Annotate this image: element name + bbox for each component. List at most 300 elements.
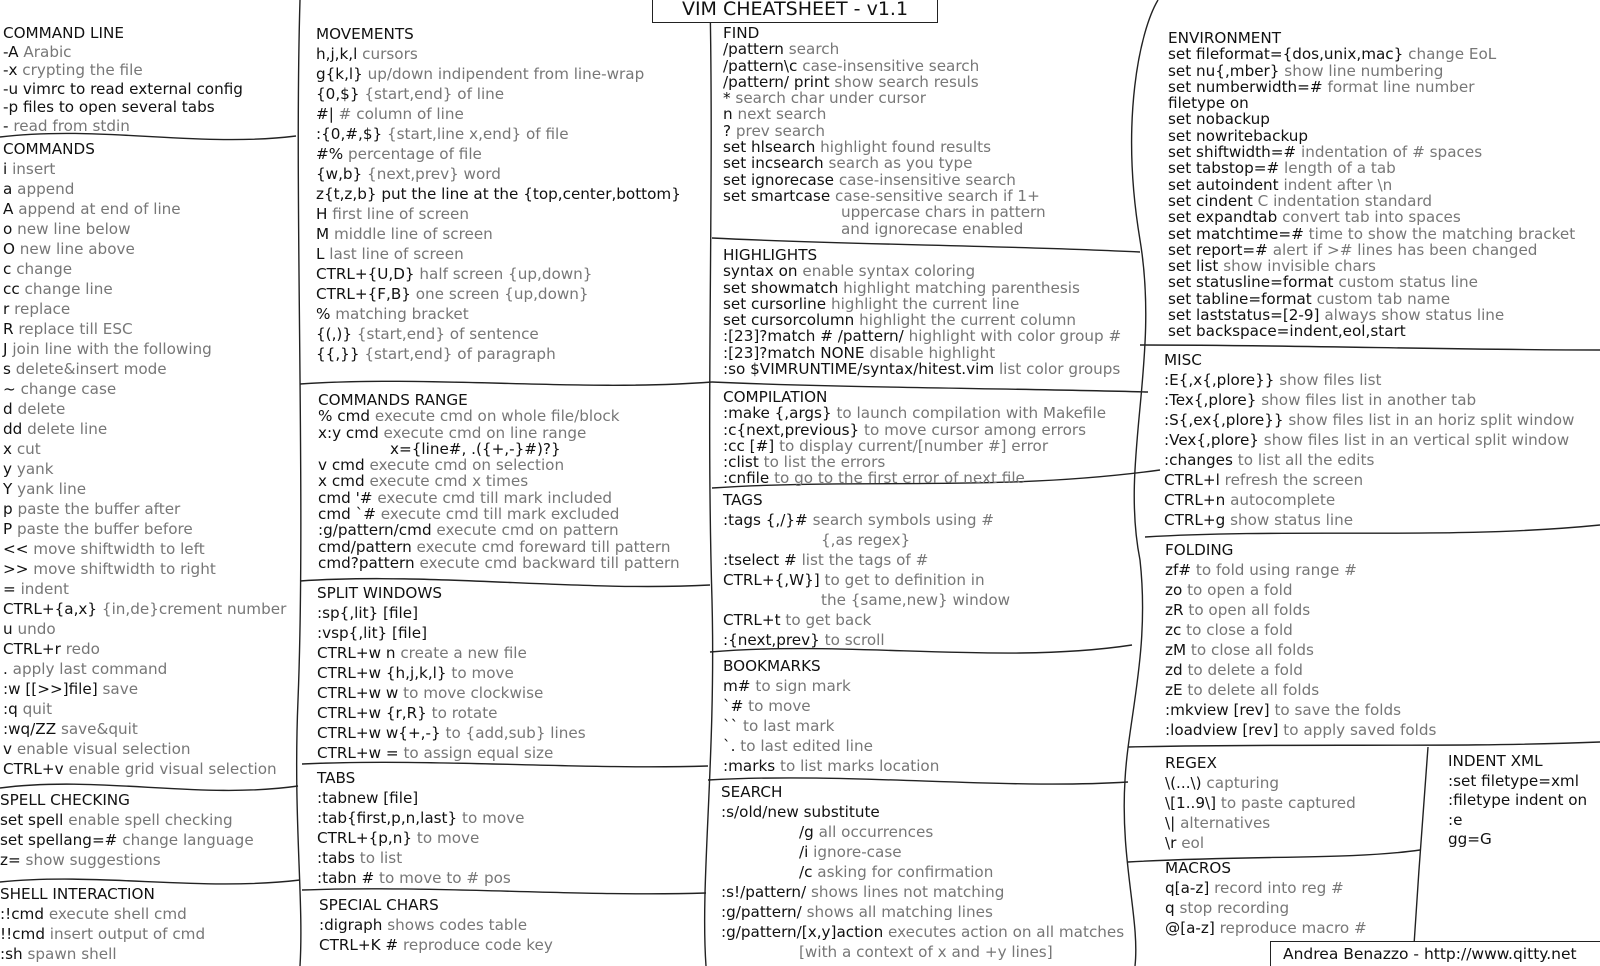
entry-description: prev search — [735, 121, 826, 140]
section-highlights — [723, 247, 1121, 377]
entry-description: {start,line x,end} of file — [386, 125, 569, 143]
entry-description: to close all folds — [1190, 641, 1314, 659]
entry-command: i — [3, 160, 8, 178]
cheat-entry — [318, 490, 680, 506]
entry-command: #| — [316, 105, 334, 123]
section-special-chars — [319, 895, 553, 955]
cheat-entry — [1168, 258, 1575, 274]
cheat-entry — [318, 473, 680, 489]
cheat-entry — [723, 41, 1046, 57]
cheat-entry — [3, 439, 286, 459]
entry-command: /c — [799, 863, 813, 881]
cheat-entry — [1164, 510, 1574, 530]
section-heading: INDENT XML — [1448, 752, 1543, 770]
cheat-entry — [1165, 833, 1356, 853]
cheat-entry — [723, 736, 939, 756]
entry-description: to get to definition in — [824, 571, 985, 589]
entry-description: highlight matching parenthesis — [843, 278, 1080, 297]
entry-description: one screen {up,down} — [415, 285, 589, 303]
entry-command: L — [316, 245, 325, 263]
entry-description: highlight with color group # — [908, 327, 1122, 346]
entry-description: apply last command — [12, 660, 168, 678]
entry-description: show status line — [1230, 511, 1354, 529]
entry-description: delete line — [27, 420, 108, 438]
cheat-entry — [316, 144, 681, 164]
cheat-entry — [723, 530, 1010, 550]
entry-command: set matchtime=# — [1168, 224, 1304, 243]
cheat-entry — [723, 106, 1046, 122]
cheat-entry — [1165, 600, 1436, 620]
entry-description: record into reg # — [1214, 879, 1344, 897]
cheat-entry — [723, 470, 1106, 486]
cheat-entry — [721, 922, 1124, 942]
entry-command: P — [3, 520, 13, 538]
entry-command: :S{,ex{,plore}} — [1164, 411, 1284, 429]
cheat-entry — [3, 219, 286, 239]
cheat-entry — [0, 924, 205, 944]
entry-description: to scroll — [824, 631, 885, 649]
section-heading: SEARCH — [721, 783, 783, 801]
entry-description: custom tab name — [1316, 289, 1451, 308]
cheat-entry — [316, 204, 681, 224]
entry-command: dd — [3, 420, 23, 438]
entry-command: :Vex{,plore} — [1164, 431, 1259, 449]
entry-description: list color groups — [998, 360, 1121, 379]
cheat-entry — [723, 139, 1046, 155]
section-commands — [3, 139, 286, 779]
cheat-entry — [3, 80, 243, 99]
entry-description: save&quit — [60, 720, 138, 738]
entry-description: half screen {up,down} — [419, 265, 593, 283]
cheat-entry — [3, 619, 286, 639]
cheat-entry — [3, 699, 286, 719]
entry-command: O — [3, 240, 15, 258]
section-heading: TAGS — [723, 491, 763, 509]
cheat-entry — [3, 379, 286, 399]
entry-command: CTRL+{,W}] — [723, 571, 820, 589]
cheat-entry — [3, 279, 286, 299]
entry-description: highlight the current line — [830, 294, 1020, 313]
cheat-entry — [317, 723, 586, 743]
section-heading: COMMAND LINE — [3, 24, 124, 42]
section-heading: ENVIRONMENT — [1168, 29, 1282, 47]
entry-description: insert output of cmd — [49, 925, 206, 943]
entry-description: show files list in another tab — [1261, 391, 1477, 409]
entry-command: filetype on — [1168, 94, 1249, 113]
entry-command: /g — [799, 823, 814, 841]
entry-description: to list marks location — [780, 757, 940, 775]
entry-description: alternatives — [1180, 814, 1271, 832]
entry-description: join line with the following — [12, 340, 212, 358]
cheat-entry — [316, 224, 681, 244]
entry-description: last line of screen — [329, 245, 464, 263]
entry-command: set expandtab — [1168, 208, 1278, 227]
entry-description: search char under cursor — [735, 89, 927, 108]
cheat-entry — [316, 64, 681, 84]
entry-command: set showmatch — [723, 278, 839, 297]
entry-command: -u vimrc to read external config — [3, 79, 243, 98]
entry-description: show files list in an vertical split window — [1263, 431, 1570, 449]
entry-description: to sign mark — [755, 677, 851, 695]
entry-command: /i — [799, 843, 809, 861]
entry-description: next search — [737, 105, 827, 124]
entry-description: capturing — [1206, 774, 1280, 792]
entry-command: \| — [1165, 814, 1176, 832]
entry-command: x:y cmd — [318, 423, 379, 442]
entry-description: convert tab into spaces — [1282, 208, 1461, 227]
entry-description: new line below — [17, 220, 131, 238]
cheat-entry — [1168, 242, 1575, 258]
entry-command: :tabs — [317, 849, 355, 867]
entry-description: to move — [748, 697, 811, 715]
entry-command: m# — [723, 677, 751, 695]
entry-command: cmd `# — [318, 505, 376, 524]
cheat-entry — [3, 199, 286, 219]
entry-command: {w,b} — [316, 165, 363, 183]
entry-command: d — [3, 400, 13, 418]
entry-description: refresh the screen — [1224, 471, 1364, 489]
entry-command: :s!/pattern/ — [721, 883, 807, 901]
entry-description: Arabic — [23, 42, 72, 61]
cheat-entry — [1165, 680, 1436, 700]
cheat-entry — [317, 703, 586, 723]
entry-command: !!cmd — [0, 925, 45, 943]
entry-command: a — [3, 180, 13, 198]
entry-command: CTRL+r — [3, 640, 61, 658]
cheat-entry — [1168, 193, 1575, 209]
entry-command: CTRL+K # — [319, 936, 399, 954]
section-shell-interaction — [0, 884, 205, 964]
cheat-entry — [316, 124, 681, 144]
entry-command: `` — [723, 717, 739, 735]
cheat-entry — [723, 361, 1121, 377]
entry-command: q — [1165, 899, 1175, 917]
entry-description: execute cmd foreward till pattern — [416, 537, 671, 556]
entry-command: :marks — [723, 757, 776, 775]
entry-description: to display current/[number #] error — [779, 436, 1049, 455]
entry-description: execute cmd till mark included — [377, 488, 613, 507]
entry-command: :[23]?match # /pattern/ — [723, 327, 904, 346]
cheat-entry — [1164, 450, 1574, 470]
entry-command: CTRL+v — [3, 760, 64, 778]
entry-command: CTRL+w w — [317, 684, 399, 702]
cheat-entry — [317, 743, 586, 763]
entry-command: v cmd — [318, 456, 365, 475]
cheat-entry — [318, 441, 680, 457]
entry-command: CTRL+{U,D} — [316, 265, 415, 283]
section-heading: SPLIT WINDOWS — [317, 584, 443, 602]
cheat-entry — [317, 868, 525, 888]
entry-command: CTRL+w = — [317, 744, 399, 762]
section-macros — [1165, 858, 1367, 938]
cheat-entry — [1165, 878, 1367, 898]
cheat-entry — [3, 179, 286, 199]
cheat-entry — [317, 643, 586, 663]
section-environment — [1168, 30, 1575, 340]
entry-description: matching bracket — [335, 305, 469, 323]
cheat-entry — [723, 756, 939, 776]
entry-description: delete — [17, 400, 66, 418]
cheat-entry — [723, 90, 1046, 106]
entry-command: M — [316, 225, 330, 243]
cheat-entry — [3, 559, 286, 579]
entry-description: the {same,new} window — [821, 591, 1011, 609]
cheat-entry — [1165, 700, 1436, 720]
entry-description: crypting the file — [22, 61, 143, 80]
entry-description: time to show the matching bracket — [1308, 224, 1576, 243]
cheat-entry — [1448, 791, 1587, 811]
section-heading: SPECIAL CHARS — [319, 896, 439, 914]
cheat-entry — [317, 623, 586, 643]
cheat-entry — [1164, 410, 1574, 430]
cheat-entry — [723, 345, 1121, 361]
entry-description: to go to the first error of next file — [774, 469, 1025, 488]
entry-command: g{k,l} — [316, 65, 363, 83]
cheat-entry — [1168, 323, 1575, 339]
entry-description: to paste captured — [1220, 794, 1356, 812]
entry-description: new line above — [19, 240, 135, 258]
entry-description: # column of line — [338, 105, 464, 123]
entry-description: to delete all folds — [1187, 681, 1320, 699]
entry-command: ~ — [3, 380, 16, 398]
entry-description: enable syntax coloring — [802, 262, 976, 281]
entry-command: CTRL+w {r,R} — [317, 704, 427, 722]
entry-description: to move — [462, 809, 525, 827]
entry-command: set numberwidth=# — [1168, 77, 1323, 96]
entry-command: . — [3, 660, 8, 678]
entry-description: to list — [359, 849, 403, 867]
entry-command: :!cmd — [0, 905, 44, 923]
entry-command: y — [3, 460, 12, 478]
entry-description: change language — [122, 831, 254, 849]
entry-description: first line of screen — [332, 205, 469, 223]
cheat-entry — [1168, 63, 1575, 79]
entry-command: :g/pattern/cmd — [318, 521, 432, 540]
entry-description: all occurrences — [818, 823, 934, 841]
cheat-entry — [723, 221, 1046, 237]
cheat-entry — [1168, 111, 1575, 127]
entry-command: set spell — [0, 811, 64, 829]
entry-description: case-insensitive search — [838, 170, 1016, 189]
cheat-entry — [317, 808, 525, 828]
cheat-entry — [723, 590, 1010, 610]
entry-description: execute cmd backward till pattern — [419, 553, 680, 572]
entry-command: set nu{,mber} — [1168, 61, 1280, 80]
entry-command: c — [3, 260, 12, 278]
cheat-entry — [721, 902, 1124, 922]
entry-description: append — [17, 180, 75, 198]
cheat-entry — [723, 188, 1046, 204]
cheat-entry — [3, 479, 286, 499]
cheat-entry — [0, 944, 205, 964]
entry-command: zf# — [1165, 561, 1192, 579]
cheat-entry — [1168, 128, 1575, 144]
entry-command: `# — [723, 697, 744, 715]
entry-command: CTRL+w w{+,-} — [317, 724, 441, 742]
entry-command: set statusline=format — [1168, 273, 1334, 292]
section-heading: BOOKMARKS — [723, 657, 821, 675]
entry-description: C indentation standard — [1257, 191, 1433, 210]
entry-command: :mkview [rev] — [1165, 701, 1270, 719]
entry-command: zE — [1165, 681, 1183, 699]
entry-command: :[23]?match NONE — [723, 343, 865, 362]
cheat-entry — [723, 696, 939, 716]
entry-description: show suggestions — [25, 851, 161, 869]
entry-description: case-insensitive search — [802, 56, 980, 75]
entry-description: {start,end} of paragraph — [364, 345, 556, 363]
cheat-entry — [1168, 291, 1575, 307]
entry-command: :loadview [rev] — [1165, 721, 1279, 739]
cheat-entry — [3, 98, 243, 117]
section-heading: TABS — [317, 769, 356, 787]
cheat-entry — [318, 408, 680, 424]
entry-description: move shiftwidth to left — [33, 540, 205, 558]
entry-command: :g/pattern/ — [721, 903, 802, 921]
entry-command: :q — [3, 700, 18, 718]
entry-command: - — [3, 116, 9, 135]
cheat-entry — [721, 942, 1124, 962]
entry-command: gg=G — [1448, 830, 1492, 848]
entry-command: CTRL+{F,B} — [316, 285, 411, 303]
entry-command: >> — [3, 560, 29, 578]
entry-command: :tselect # — [723, 551, 797, 569]
entry-description: paste the buffer before — [17, 520, 193, 538]
entry-command: set laststatus=[2-9] — [1168, 306, 1320, 325]
section-compilation — [723, 389, 1106, 487]
entry-command: << — [3, 540, 29, 558]
cheat-entry — [1168, 209, 1575, 225]
section-heading: COMPILATION — [723, 388, 828, 406]
entry-command: set smartcase — [723, 186, 831, 205]
entry-description: append at end of line — [18, 200, 181, 218]
cheat-entry — [721, 842, 1124, 862]
entry-description: search — [788, 40, 840, 59]
cheat-entry — [721, 822, 1124, 842]
entry-command: `. — [723, 737, 736, 755]
entry-description: to rotate — [431, 704, 498, 722]
entry-description: {next,prev} word — [367, 165, 501, 183]
entry-command: R — [3, 320, 14, 338]
entry-description: execute cmd till mark excluded — [380, 505, 620, 524]
entry-command: % cmd — [318, 407, 371, 426]
cheat-entry — [316, 44, 681, 64]
entry-command: :e — [1448, 810, 1463, 829]
entry-command: CTRL+n — [1164, 491, 1226, 509]
entry-description: spawn shell — [27, 945, 117, 963]
cheat-entry — [723, 676, 939, 696]
section-heading: HIGHLIGHTS — [723, 246, 818, 264]
entry-command: set ignorecase — [723, 170, 834, 189]
entry-command: * — [723, 89, 731, 108]
cheat-entry — [1164, 470, 1574, 490]
entry-description: highlight the current column — [859, 311, 1076, 330]
entry-description: [with a context of x and +y lines] — [799, 943, 1053, 961]
entry-description: indent — [20, 580, 69, 598]
entry-description: eol — [1181, 834, 1205, 852]
cheat-entry — [1164, 370, 1574, 390]
entry-command: x cmd — [318, 472, 365, 491]
entry-command: n — [723, 105, 733, 124]
section-indent-xml — [1448, 752, 1587, 850]
entry-command: z{t,z,b} put the line at the {top,center,bottom} — [316, 185, 681, 203]
cheat-entry — [723, 405, 1106, 421]
entry-command: :filetype indent on — [1448, 791, 1588, 809]
entry-command: set cursorcolumn — [723, 311, 855, 330]
entry-command: :w [[>>]file] — [3, 680, 98, 698]
entry-command: /pattern — [723, 40, 784, 59]
entry-command: :make {,args} — [723, 404, 832, 423]
entry-command: :g/pattern/[x,y]action — [721, 923, 884, 941]
cheat-entry — [319, 935, 553, 955]
entry-command: #% — [316, 145, 344, 163]
entry-description: stop recording — [1179, 899, 1290, 917]
section-tabs — [317, 768, 525, 888]
entry-command: :clist — [723, 453, 759, 472]
cheat-entry — [3, 599, 286, 619]
entry-command: zc — [1165, 621, 1182, 639]
section-folding — [1165, 540, 1436, 740]
cheat-entry — [1165, 793, 1356, 813]
entry-description: yank — [16, 460, 54, 478]
cheat-entry — [723, 312, 1121, 328]
entry-command: \[1..9\] — [1165, 794, 1217, 812]
entry-command: Y — [3, 480, 13, 498]
cheat-entry — [318, 539, 680, 555]
entry-description: execute shell cmd — [48, 905, 187, 923]
entry-description: asking for confirmation — [817, 863, 994, 881]
cheat-entry — [1168, 307, 1575, 323]
entry-description: to get back — [785, 611, 872, 629]
entry-command: {0,$} — [316, 85, 360, 103]
entry-command: set backspace=indent,eol,start — [1168, 322, 1406, 341]
cheat-entry — [1165, 640, 1436, 660]
entry-command: :tags {,/}# — [723, 511, 808, 529]
entry-description: to list the errors — [763, 453, 886, 472]
cheat-entry — [3, 519, 286, 539]
cheat-entry — [318, 425, 680, 441]
entry-description: to apply saved folds — [1283, 721, 1437, 739]
entry-description: show files list in an horiz split window — [1288, 411, 1575, 429]
cheat-entry — [723, 610, 1010, 630]
entry-description: indentation of # spaces — [1300, 143, 1483, 162]
entry-description: {start,end} of line — [364, 85, 505, 103]
entry-description: uppercase chars in pattern — [841, 203, 1046, 222]
cheat-entry — [318, 555, 680, 571]
entry-command: \r — [1165, 834, 1177, 852]
entry-description: to launch compilation with Makefile — [836, 404, 1107, 423]
cheat-entry — [721, 802, 1124, 822]
cheat-entry — [3, 339, 286, 359]
entry-description: execute cmd x times — [369, 472, 529, 491]
cheat-entry — [1165, 773, 1356, 793]
cheat-entry — [1165, 580, 1436, 600]
cheat-entry — [3, 319, 286, 339]
entry-description: to open all folds — [1188, 601, 1311, 619]
entry-description: show line numbering — [1284, 61, 1444, 80]
cheat-entry — [723, 172, 1046, 188]
cheat-entry — [723, 422, 1106, 438]
entry-description: case-sensitive search if 1+ — [835, 186, 1040, 205]
cheat-entry — [3, 459, 286, 479]
cheat-entry — [3, 159, 286, 179]
entry-description: to delete a fold — [1187, 661, 1303, 679]
entry-description: up/down indipendent from line-wrap — [367, 65, 645, 83]
entry-description: show search resuls — [834, 72, 979, 91]
cheat-entry — [723, 263, 1121, 279]
section-heading: FIND — [723, 24, 760, 42]
entry-command: h,j,k,l — [316, 45, 358, 63]
cheat-entry — [317, 788, 525, 808]
